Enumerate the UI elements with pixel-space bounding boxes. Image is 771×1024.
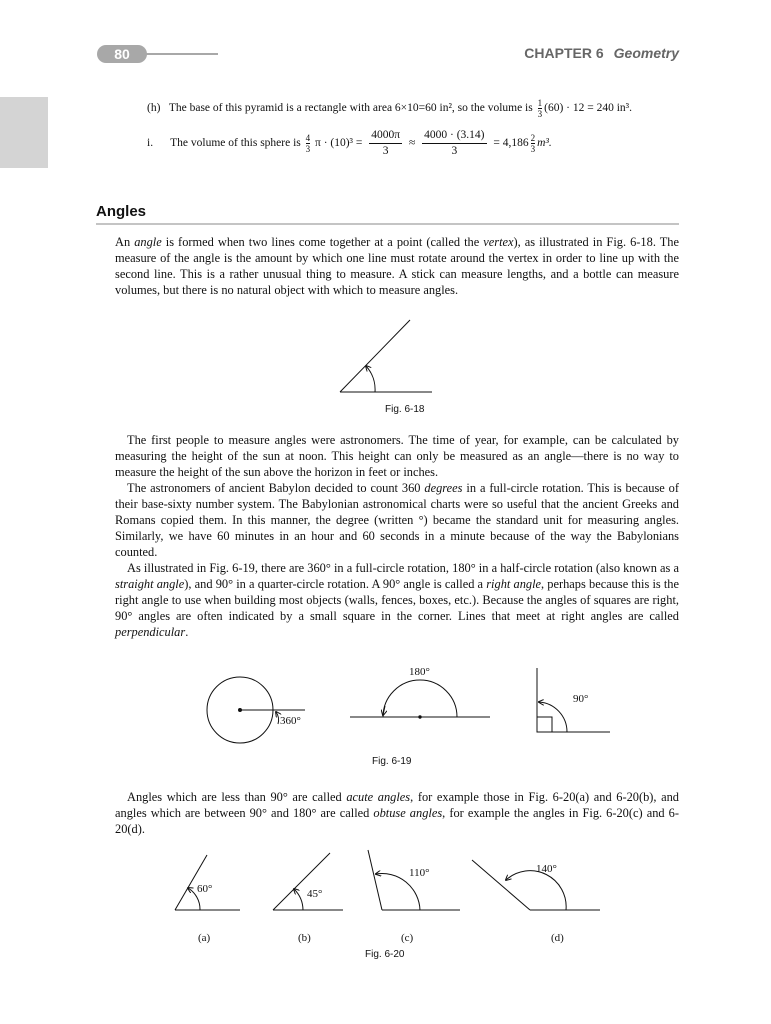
fig-6-19-straight-angle bbox=[350, 680, 490, 718]
item-label: i. bbox=[147, 137, 154, 150]
denominator: 3 bbox=[530, 144, 536, 154]
section-heading: Angles bbox=[96, 203, 679, 225]
approx-sign: ≈ bbox=[408, 137, 416, 150]
fig-6-18-caption: Fig. 6-18 bbox=[385, 404, 425, 415]
numerator: 4000 · (3.14) bbox=[422, 128, 486, 144]
label-90: 90° bbox=[573, 693, 589, 705]
numerator: 2 bbox=[530, 133, 536, 143]
fig-6-20-caption: Fig. 6-20 bbox=[365, 949, 405, 960]
unit: m³. bbox=[537, 137, 552, 150]
page-number: 80 bbox=[97, 45, 147, 63]
result: = 4,186 bbox=[493, 137, 529, 150]
fig-6-20-c bbox=[368, 850, 460, 910]
paragraph: The astronomers of ancient Babylon decided to count 360 degrees in a full-circle rotation. This is because of their base-sixty number system. The Babylonian astronomical charts were so useful that the ancient Greeks and Romans copied them. In this manner, the degree (written °) became the standard unit for measuring angles. Similarly, we have 60 minutes in an hour and 60 seconds in a minute because of the way the Babylonians counted. bbox=[115, 481, 679, 559]
item-text: The base of this pyramid is a rectangle with area 6×10=60 in², so the volume is bbox=[168, 102, 533, 115]
part-d: (d) bbox=[551, 932, 564, 944]
label-45: 45° bbox=[307, 888, 323, 900]
item-label: (h) bbox=[147, 102, 161, 115]
chapter-label: CHAPTER 6 bbox=[524, 45, 604, 61]
denominator: 3 bbox=[382, 145, 389, 157]
fig-6-19-full-circle bbox=[207, 677, 305, 743]
denominator: 3 bbox=[537, 109, 543, 119]
fig-6-20-b bbox=[273, 853, 343, 910]
numerator: 4000π bbox=[369, 128, 402, 144]
paragraph: As illustrated in Fig. 6-19, there are 360° in a full-circle rotation, 180° in a half-circle rotation (also known as a straight angle), and 90° in a quarter-circle rotation. A 90° angle is called a right angle, perhaps because this is the right angle to use when building most objects (walls, fences, boxes, etc.). Because the angles of squares are right, 90° angles are often indicated by a small square in the corner. Lines that meet at right angles are called perpendicular. bbox=[115, 561, 680, 639]
item-text: The volume of this sphere is bbox=[170, 137, 301, 150]
fig-6-19-caption: Fig. 6-19 bbox=[372, 756, 412, 767]
denominator: 3 bbox=[451, 145, 458, 157]
paragraph: The first people to measure angles were astronomers. The time of year, for example, can be calculated by measuring the height of the sun at noon. This height can only be measured as an angle—there is no way to measure the height of the sun above the horizon in feet or inches. bbox=[115, 433, 679, 479]
label-140: 140° bbox=[536, 863, 557, 875]
label-360: 360° bbox=[280, 715, 301, 727]
item-tail: (60) · 12 = 240 in³. bbox=[544, 102, 632, 115]
numerator: 4 bbox=[305, 133, 311, 143]
label-110: 110° bbox=[409, 867, 430, 879]
paragraph: Angles which are less than 90° are called acute angles, for example those in Fig. 6-20(a) and 6-20(b), and angles which are between 90° and 180° are called obtuse angles, for example the angles in Fig. 6-20(c) and 6-20(d). bbox=[115, 790, 680, 836]
part-c: (c) bbox=[401, 932, 414, 944]
fig-6-18-angle bbox=[340, 320, 432, 392]
chapter-title: Geometry bbox=[613, 45, 679, 61]
label-180: 180° bbox=[409, 666, 430, 678]
expression: π · (10)³ = bbox=[315, 137, 363, 150]
paragraph: An angle is formed when two lines come together at a point (called the vertex), as illustrated in Fig. 6-18. The measure of the angle is the amount by which one line must rotate around the vertex in order to line up with the second line. This is a rather unusual thing to measure. A stick can measure lengths, and a bottle can measure volumes, but there is no natural object with which to measure angles. bbox=[115, 235, 679, 297]
denominator: 3 bbox=[305, 144, 311, 154]
part-a: (a) bbox=[198, 932, 211, 944]
label-60: 60° bbox=[197, 883, 213, 895]
part-b: (b) bbox=[298, 932, 311, 944]
numerator: 1 bbox=[537, 98, 543, 108]
